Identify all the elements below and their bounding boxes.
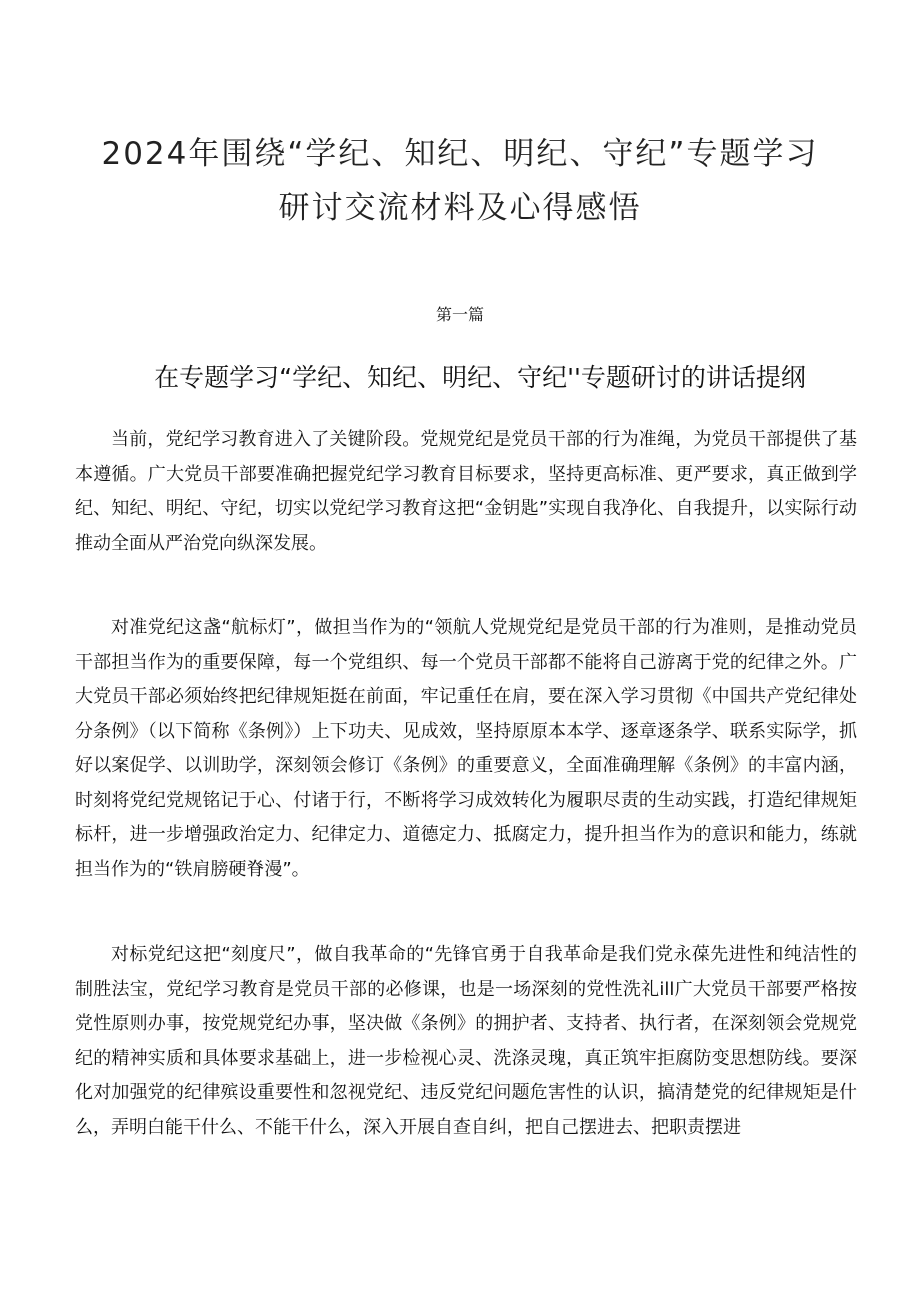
- body-paragraph: 当前，党纪学习教育进入了关键阶段。党规党纪是党员干部的行为准绳，为党员干部提供了基本遵循。广大党员干部要准确把握党纪学习教育目标要求，坚持更高标准、更严要求，真正做到学纪、知纪、明纪、守纪，切实以党纪学习教育这把“金钥匙”实现自我净化、自我提升，以实际行动推动全面从严治党向纵深发展。: [75, 429, 857, 554]
- body-paragraph-3-block: [75, 938, 857, 1145]
- document-title-line-2: 研讨交流材料及心得感悟: [278, 190, 642, 226]
- section-subtitle: 在专题学习“学纪、知纪、明纪、守纪''专题研讨的讲话提纲: [154, 363, 806, 392]
- body-paragraph: 对标党纪这把“刻度尺”，做自我革命的“先锋官勇于自我革命是我们党永葆先进性和纯洁性的制胜法宝，党纪学习教育是党员干部的必修课，也是一场深刻的党性洗礼ill广大党员干部要严格按党性原则办事，按党规党纪办事，坚决做《条例》的拥护者、支持者、执行者，在深刻领会党规党纪的精神实质和具体要求基础上，进一步检视心灵、洗涤灵瑰，真正筑牢拒腐防变思想防线。要深化对加强党的纪律殡设重要性和忽视党纪、违反党纪问题危害性的认识，搞清楚党的纪律规矩是什么，弄明白能干什么、不能干什么，深入开展自查自纠，把自己摆进去、把职责摆进: [75, 944, 857, 1138]
- document-title-line-1: 2024年围绕“学纪、知纪、明纪、守纪”专题学习: [101, 136, 819, 172]
- body-paragraph-1-block: [75, 423, 857, 561]
- part-label: 第一篇: [435, 305, 484, 324]
- body-paragraph: 对准党纪这盏“航标灯”，做担当作为的“领航人党规党纪是党员干部的行为准则，是推动党员干部担当作为的重要保障，每一个党组织、每一个党员干部都不能将自己游离于党的纪律之外。广大党员干部必须始终把纪律规矩挺在前面，牢记重任在肩，要在深入学习贯彻《中国共产党纪律处分条例》（以下简称《条例》）上下功夫、见成效，坚持原原本本学、逐章逐条学、联系实际学，抓好以案促学、以训助学，深刻领会修订《条例》的重要意义，全面准确理解《条例》的丰富内涵，时刻将党纪党规铭记于心、付诸于行，不断将学习成效转化为履职尽责的生动实践，打造纪律规矩标杆，进一步增强政治定力、纪律定力、道德定力、抵腐定力，提升担当作为的意识和能力，练就担当作为的“铁肩膀硬脊漫”。: [75, 617, 857, 880]
- body-paragraph-2-block: [75, 611, 857, 887]
